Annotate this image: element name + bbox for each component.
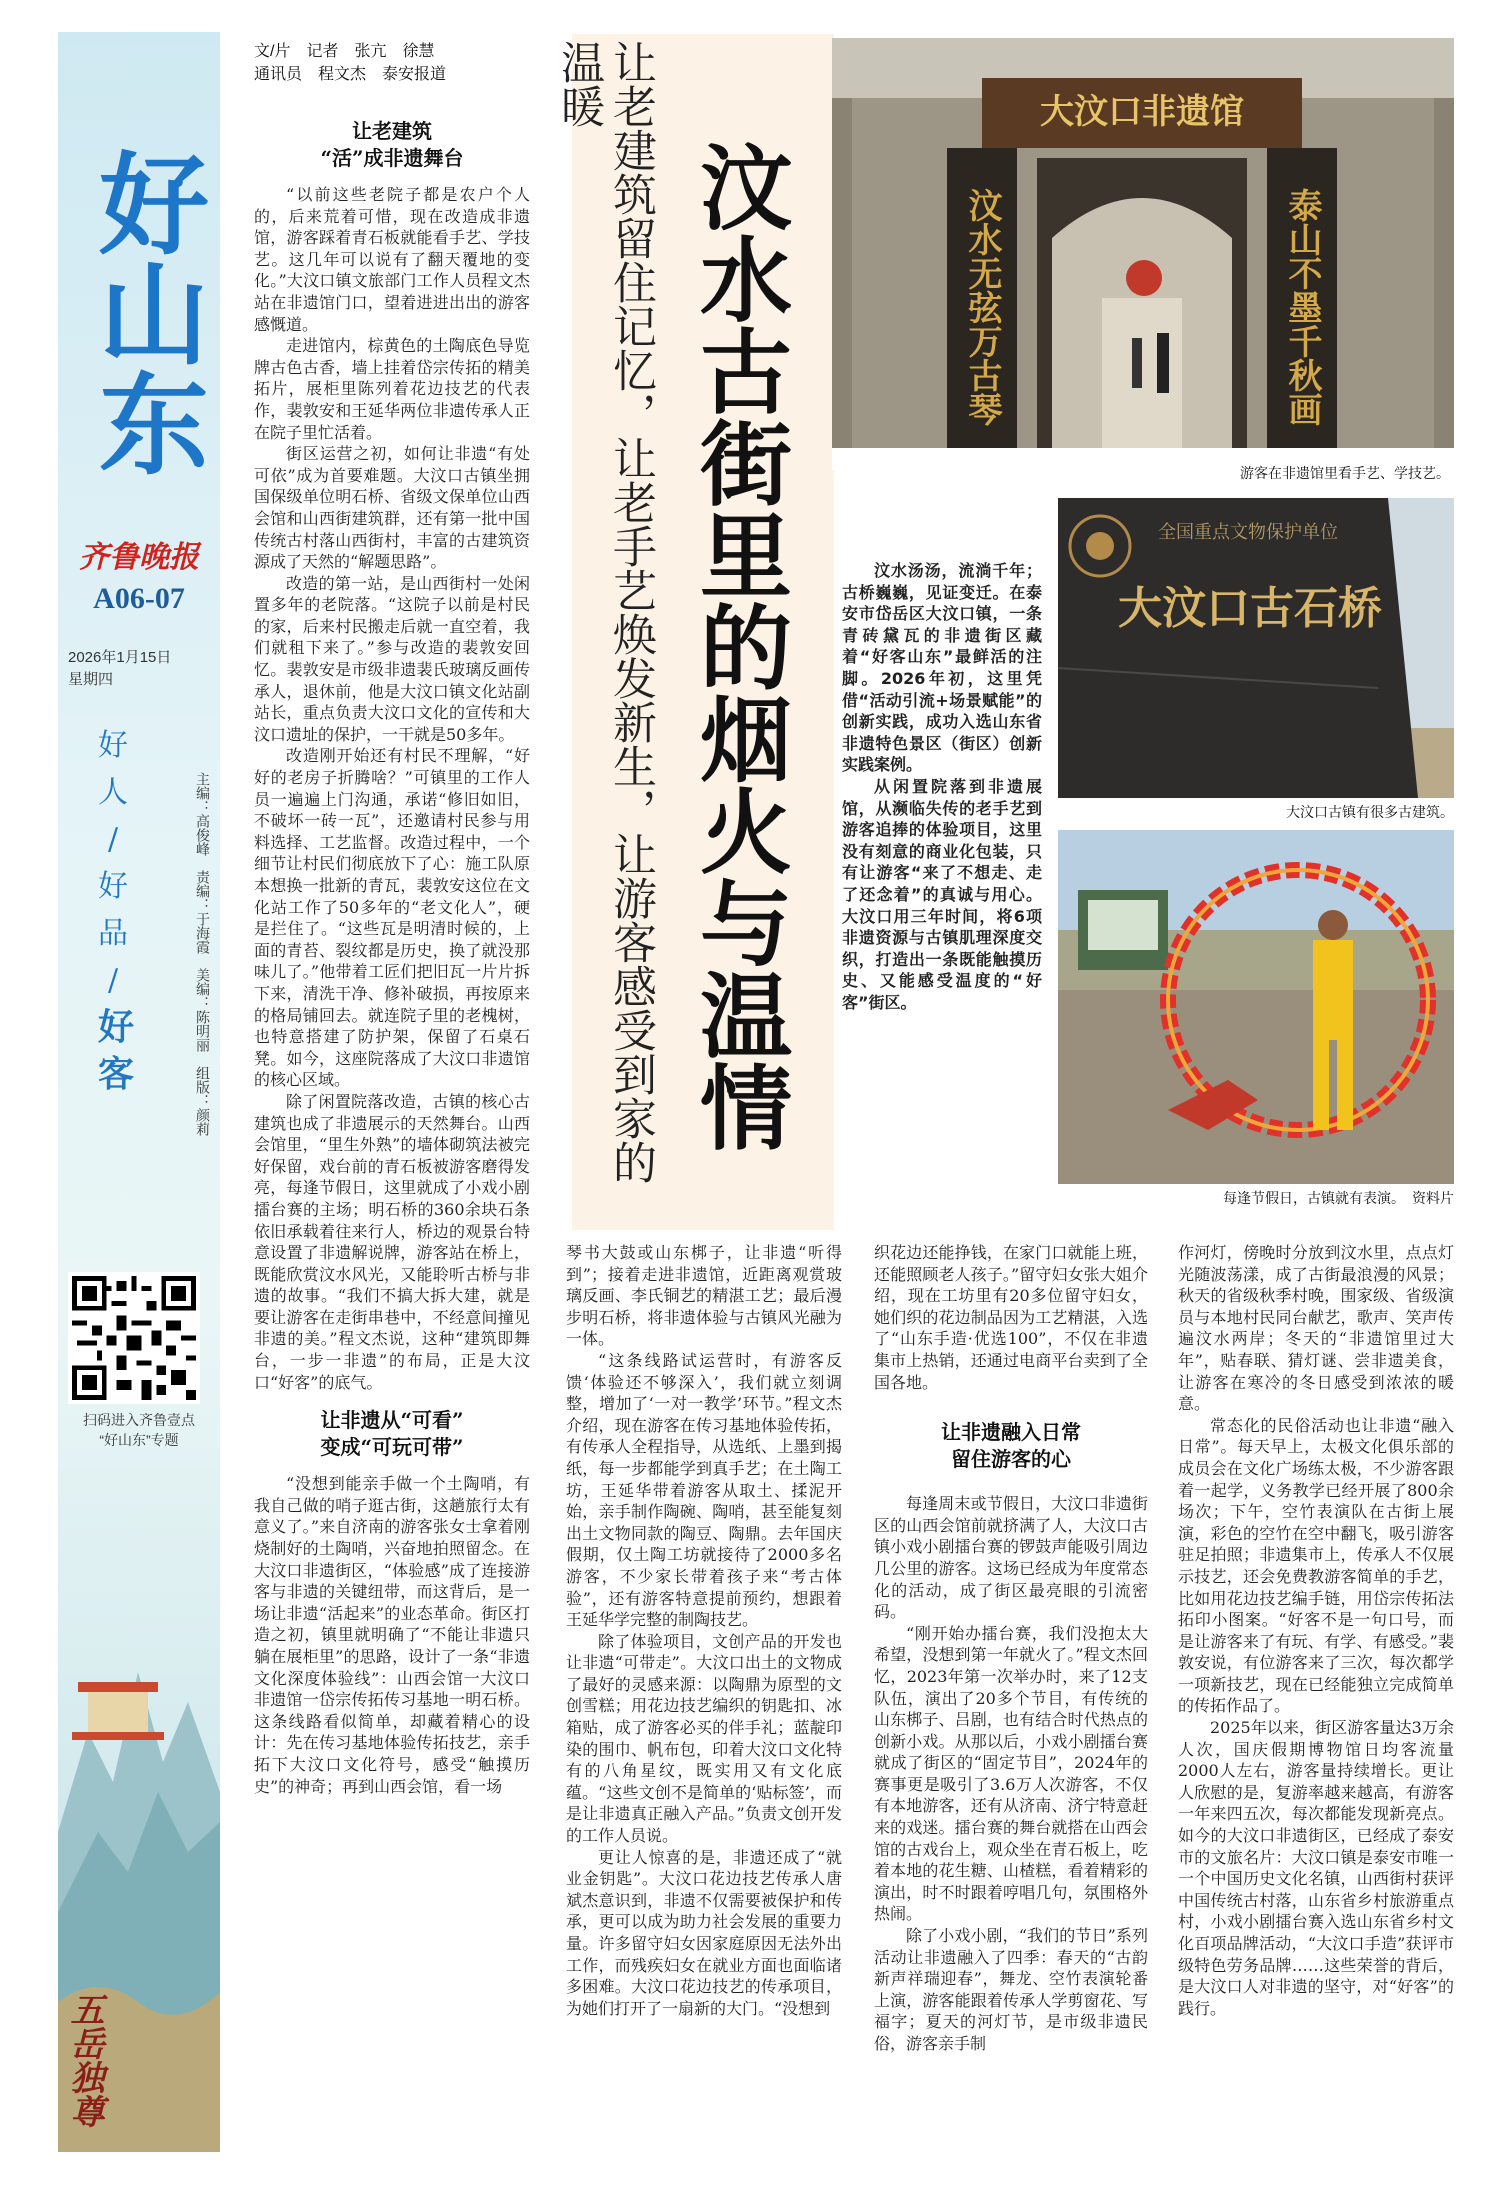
paragraph: 走进馆内，棕黄色的土陶底色导览牌古色古香，墙上挂着岱宗传拓的精美拓片，展柜里陈列着花边技艺的代表作，裴敦安和王延华两位非遗传承人正在院子里忙活着。 — [254, 336, 530, 442]
section-heading-line: 变成“可玩可带” — [320, 1435, 464, 1460]
paragraph: 常态化的民俗活动也让非遗“融入日常”。每天早上，太极文化俱乐部的成员会在文化广场练太极，不少游客跟着一起学，义务教学已经开展了800余场次；下午，空竹表演队在古街上展演，彩色的空竹在空中翻飞，吸引游客驻足拍照；非遗集市上，传承人不仅展示技艺，还会免费教游客简单的手艺，比如用花边技艺编手链，用岱宗传拓法拓印小图案。“好客不是一句口号，而是让游客来了有玩、有学、有感受。”裴敦安说，有位游客来了三次，每次都学一项新技艺，现在已经能独立完成简单的传拓作品了。 — [1178, 1415, 1454, 1716]
slogan-char: 好 — [98, 728, 128, 763]
paragraph: “以前这些老院子都是农户个人的，后来荒着可惜，现在改造成非遗馆，游客踩着青石板就能看手艺、学技艺。这几年可以说有了翻天覆地的变化。”大汶口镇文旅部门工作人员程文杰站在非遗馆门口，望着进进出出的游客感慨道。 — [254, 185, 530, 334]
sidebar-banner — [58, 32, 220, 2152]
qr-code[interactable] — [68, 1272, 200, 1404]
slogan-char: / — [107, 963, 119, 998]
slogan-char: 品 — [98, 916, 128, 951]
page-number: A06-07 — [93, 582, 185, 615]
photo-caption: 大汶口古镇有很多古建筑。 — [1286, 804, 1454, 820]
gate-plaque-text: 大汶口非遗馆 — [1040, 92, 1244, 132]
couplet-right: 泰山不墨千秋画 — [1282, 188, 1322, 426]
paragraph: 琴书大鼓或山东梆子，让非遗“听得到”；接着走进非遗馆，近距离观赏玻璃反画、李氏铜艺的精湛工艺；最后漫步明石桥，将非遗体验与古镇风光融为一体。 — [566, 1243, 842, 1349]
paragraph: 更让人惊喜的是，非遗还成了“就业金钥匙”。大汶口花边技艺传承人唐斌杰意识到，非遗不仅需要被保护和传承，更可以成为助力社会发展的重要力量。许多留守妇女因家庭原因无法外出工作，而残疾妇女在就业方面也面临诸多困难。大汶口花边技艺的传承项目，为她们打开了一扇新的大门。“没想到 — [566, 1847, 842, 2018]
monument-title: 大汶口古石桥 — [1118, 583, 1382, 634]
paragraph: 作河灯，傍晚时分放到汶水里，点点灯光随波荡漾，成了古街最浪漫的风景；秋天的省级秋季村晚，围家级、省级演员与本地村民同台献艺，歌声、笑声传遍汶水两岸；冬天的“非遗馆里过大年”，贴春联、猜灯谜、尝非遗美食，让游客在寒冷的冬日感受到浓浓的暖意。 — [1178, 1243, 1454, 1414]
column-2 — [566, 1242, 842, 2019]
qr-caption-line: “好山东”专题 — [99, 1432, 179, 1448]
lead-text: 汶水汤汤，流淌千年；古桥巍巍，见证变迁。在泰安市岱岳区大汶口镇，一条青砖黛瓦的非遗街区藏着“好客山东”最鲜活的注脚。2026年初，这里凭借“活动引流+场景赋能”的创新实践，成功入选山东省非遗特色景区（街区）创新实践案例。 — [842, 561, 1042, 775]
section-heading-line: 留住游客的心 — [951, 1447, 1071, 1472]
paragraph: 每逢周末或节假日，大汶口非遗街区的山西会馆前就挤满了人，大汶口古镇小戏小剧擂台赛的锣鼓声能吸引周边几公里的游客。这场已经成为年度常态化的活动，成了街区最亮眼的引流密码。 — [874, 1494, 1148, 1622]
paragraph: 除了小戏小剧，“我们的节日”系列活动让非遗融入了四季：春天的“古韵新声祥瑞迎春”，舞龙、空竹表演轮番上演，游客能跟着传承人学剪窗花、写福字；夏天的河灯节，是市级非遗民俗，游客亲手制 — [874, 1926, 1148, 2053]
slogan-char: 好 — [98, 869, 128, 904]
column-4 — [1178, 1242, 1454, 2019]
paragraph: “刚开始办擂台赛，我们没抱太大希望，没想到第一年就火了。”程文杰回忆，2023年第一次举办时，来了12支队伍，演出了20多个节目，有传统的山东梆子、吕剧，也有结合时代热点的创新小戏。从那以后，小戏小剧擂台赛就成了街区的“固定节目”，2024年的赛事更是吸引了3.6万人次游客，不仅有本地游客，还有从济南、济宁特意赶来的戏迷。擂台赛的舞台就搭在山西会馆的古戏台上，观众坐在青石板上，吃着本地的花生糖、山楂糕，看着精彩的演出，时不时跟着哼唱几句，氛围格外热闹。 — [874, 1623, 1148, 1924]
section-heading — [254, 118, 530, 172]
subheadline: 让老建筑留住记忆，让老手艺焕发新生，让游客感受到家的温暖 — [553, 40, 656, 1184]
date-text: 2026年1月15日 — [68, 649, 172, 666]
calligraphy-seal: 五岳独尊 — [64, 1992, 104, 2128]
section-heading — [254, 1407, 530, 1461]
slogan-char: 客 — [98, 1053, 135, 1095]
photo-dragon-performance — [1058, 830, 1454, 1184]
paragraph: 改造刚开始还有村民不理解，“好好的老房子折腾啥？”可镇里的工作人员一遍遍上门沟通，承诺“修旧如旧，不破坏一砖一瓦”，还邀请村民参与用料选择、工艺监督。改造过程中，一个细节让村民们彻底放下了心：施工队原本想换一批新的青瓦，裴敦安这位在文化站工作了50多年的“老文化人”，硬是拦住了。“这些瓦是明清时候的，上面的青苔、裂纹都是历史，换了就没那味儿了。”他带着工匠们把旧瓦一片片拆下来，清洗干净、修补破损，再按原来的格局铺回去。就连院子里的老槐树，也特意搭建了防护架，保留了石桌石凳。如今，这座院落成了大汶口非遗馆的核心区域。 — [254, 746, 530, 1090]
byline — [254, 40, 446, 86]
paragraph: 改造的第一站，是山西街村一处闲置多年的老院落。“这院子以前是村民的家，后来村民搬走后就一直空着，我们就租下来了。”参与改造的裴敦安回忆。裴敦安是市级非遗裴氏玻璃反画传承人，退休前，他是大汶口镇文化站副站长，重点负责大汶口文化的宣传和大汶口遗址的保护，一干就是50多年。 — [254, 573, 530, 744]
photo-heritage-hall-gate — [832, 38, 1454, 470]
section-heading-line: 让非遗融入日常 — [941, 1420, 1081, 1445]
brand-title: 好山东 — [81, 147, 210, 477]
photo-stone-bridge-monument — [1058, 498, 1454, 798]
paragraph: “没想到能亲手做一个土陶哨，有我自己做的哨子逛古街，这趟旅行太有意义了。”来自济南的游客张女士拿着刚烧制好的土陶哨，兴奋地拍照留念。在大汶口非遗街区，“体验感”成了连接游客与非遗的关键纽带，而这背后，是一场让非遗“活起来”的业态革命。街区打造之初，镇里就明确了“不能让非遗只躺在展柜里”的思路，设计了一条“非遗文化深度体验线”：山西会馆一大汶口非遗馆一岱宗传拓传习基地一明石桥。这条线路看似简单，却藏着精心的设计：先在传习基地体验传拓技艺，亲手拓下大汶口文化符号，感受“触摸历史”的神奇；再到山西会馆，看一场 — [254, 1474, 530, 1796]
photo-caption: 游客在非遗馆里看手艺、学技艺。 — [1240, 465, 1450, 481]
weekday-text: 星期四 — [68, 671, 114, 688]
headline: 汶水古街里的烟火与温情 — [685, 140, 793, 1152]
slogan-char: / — [107, 822, 119, 857]
slogan-char: 人 — [98, 775, 128, 810]
section-heading-line: “活”成非遗舞台 — [320, 146, 464, 170]
byline-correspondents: 通讯员 程文杰 泰安报道 — [254, 66, 447, 83]
paragraph: 织花边还能挣钱，在家门口就能上班，还能照顾老人孩子。”留守妇女张大姐介绍，现在工坊里有20多位留守妇女，她们织的花边制品因为工艺精湛，入选了“山东手造·优选100”，不仅在非遗集市上热销，还通过电商平台卖到了全国各地。 — [874, 1243, 1148, 1392]
paragraph: 除了闲置院落改造，古镇的核心古建筑也成了非遗展示的天然舞台。山西会馆里，“里生外熟”的墙体砌筑法被完好保留，戏台前的青石板被游客磨得发亮，每逢节假日，这里就成了小戏小剧擂台赛的主场；明石桥的360余块石条依旧承载着往来行人，桥边的观景台特意设置了非遗解说牌，游客站在桥上，既能欣赏汶水风光，又能聆听古桥与非遗的故事。“我们不搞大拆大建，就是要让游客在走街串巷中，不经意间撞见非遗的美。”程文杰说，这种“建筑即舞台，一步一非遗”的布局，正是大汶口“好客”的底气。 — [254, 1091, 530, 1392]
monument-header: 全国重点文物保护单位 — [1158, 522, 1338, 543]
qr-caption-line: 扫码进入齐鲁壹点 — [83, 1412, 195, 1428]
photo-caption: 每逢节假日，古镇就有表演。 资料片 — [1223, 1190, 1454, 1206]
qr-caption — [58, 1410, 220, 1450]
section-heading-line: 让老建筑 — [352, 119, 432, 143]
paragraph: 除了体验项目，文创产品的开发也让非遗“可带走”。大汶口出土的文物成了最好的灵感来源：以陶鼎为原型的文创雪糕；用花边技艺编织的钥匙扣、冰箱贴，成了游客必买的伴手礼；蓝靛印染的围巾、帆布包，印着大汶口文化特有的八角星纹，既实用又有文化底蕴。“这些文创不是简单的‘贴标签’，而是让非遗真正融入产品。”负责文创开发的工作人员说。 — [566, 1631, 842, 1846]
paragraph: 街区运营之初，如何让非遗“有处可依”成为首要难题。大汶口古镇坐拥国保级单位明石桥、省级文保单位山西会馆和山西街建筑群，还有第一批中国传统古村落山西街村，丰富的古建筑资源成了天然的“解题思路”。 — [254, 444, 530, 572]
lead-text: 从闲置院落到非遗展馆，从濒临失传的老手艺到游客追捧的体验项目，这里没有刻意的商业化包装，只有让游客“来了不想走、走了还念着”的真诚与用心。大汶口用三年时间，将6项非遗资源与古镇肌理深度交织，打造出一条既能触摸历史、又能感受温度的“好客”街区。 — [842, 776, 1042, 1012]
paragraph: 2025年以来，街区游客量达3万余人次，国庆假期博物馆日均客流量2000人左右，游客量持续增长。更让人欣慰的是，复游率越来越高，有游客一年来四五次，每次都能发现新亮点。如今的大汶口非遗街区，已经成了泰安市的文旅名片：大汶口镇是泰安市唯一一个中国历史文化名镇，山西街村获评中国传统古村落，山东省乡村旅游重点村，小戏小剧擂台赛入选山东省乡村文化百项品牌活动，“大汶口手造”获评市级特色劳务品牌……这些荣誉的背后，是大汶口人对非遗的坚守，对“好客”的践行。 — [1178, 1718, 1454, 2018]
slogan-char: 好 — [98, 1006, 135, 1048]
newspaper-logo: 齐鲁晚报 — [79, 540, 199, 575]
editor-credits: 主编：高俊峰 责编：于海霞 美编：陈明丽 组版：颜莉 — [195, 772, 211, 1136]
section-heading-line: 让非遗从“可看” — [320, 1408, 464, 1433]
slogan — [98, 722, 135, 1098]
lead-paragraph — [842, 560, 1042, 1013]
section-heading — [874, 1419, 1148, 1473]
publication-date — [68, 647, 171, 691]
couplet-left: 汶水无弦万古琴 — [962, 188, 1002, 426]
column-3 — [874, 1242, 1148, 2055]
byline-reporters: 文/片 记者 张亢 徐慧 — [254, 43, 435, 60]
column-1 — [254, 98, 530, 1797]
paragraph: “这条线路试运营时，有游客反馈‘体验还不够深入’，我们就立刻调整，增加了‘一对一教学’环节。”程文杰介绍，现在游客在传习基地体验传拓，有传承人全程指导，从选纸、上墨到揭纸，每一步都能学到真手艺；在土陶工坊，王延华带着游客从取土、揉泥开始，亲手制作陶碗、陶哨，甚至能复刻出土文物同款的陶豆、陶鼎。去年国庆假期，仅土陶工坊就接待了2000多名游客，不少家长带着孩子来“考古体验”，还有游客特意提前预约，想跟着王延华学完整的制陶技艺。 — [566, 1350, 842, 1630]
